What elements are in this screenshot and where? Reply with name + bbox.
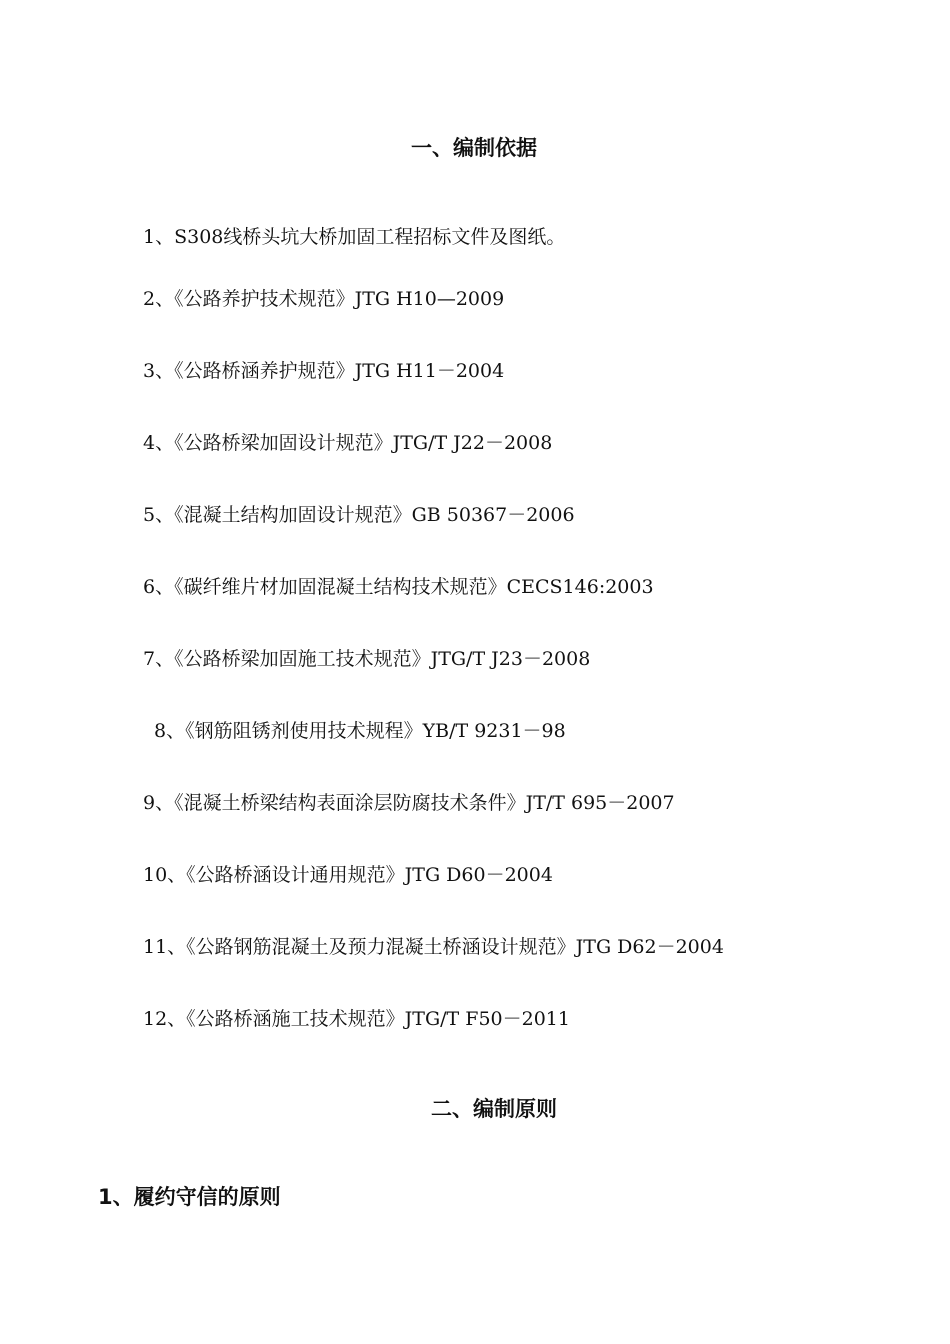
reference-item-1: 1、S308线桥头坑大桥加固工程招标文件及图纸。	[143, 226, 566, 248]
reference-item-3: 3、《公路桥涵养护规范》JTG H11－2004	[143, 360, 505, 382]
reference-item-4: 4、《公路桥梁加固设计规范》JTG/T J22－2008	[143, 432, 553, 454]
reference-item-6: 6、《碳纤维片材加固混凝土结构技术规范》CECS146:2003	[143, 576, 654, 598]
reference-item-7: 7、《公路桥梁加固施工技术规范》JTG/T J23－2008	[143, 648, 591, 670]
section-heading-principles: 二、编制原则	[431, 1097, 557, 1121]
reference-item-12: 12、《公路桥涵施工技术规范》JTG/T F50－2011	[143, 1008, 570, 1030]
section-heading-basis: 一、编制依据	[411, 136, 537, 160]
reference-item-10: 10、《公路桥涵设计通用规范》JTG D60－2004	[143, 864, 553, 886]
subheading-principle-1: 1、履约守信的原则	[98, 1185, 281, 1209]
reference-item-2: 2、《公路养护技术规范》JTG H10—2009	[143, 288, 505, 310]
reference-item-8: 8、《钢筋阻锈剂使用技术规程》YB/T 9231－98	[154, 720, 566, 742]
reference-item-5: 5、《混凝土结构加固设计规范》GB 50367－2006	[143, 504, 575, 526]
reference-item-9: 9、《混凝土桥梁结构表面涂层防腐技术条件》JT/T 695－2007	[143, 792, 675, 814]
reference-item-11: 11、《公路钢筋混凝土及预力混凝土桥涵设计规范》JTG D62－2004	[143, 936, 724, 958]
